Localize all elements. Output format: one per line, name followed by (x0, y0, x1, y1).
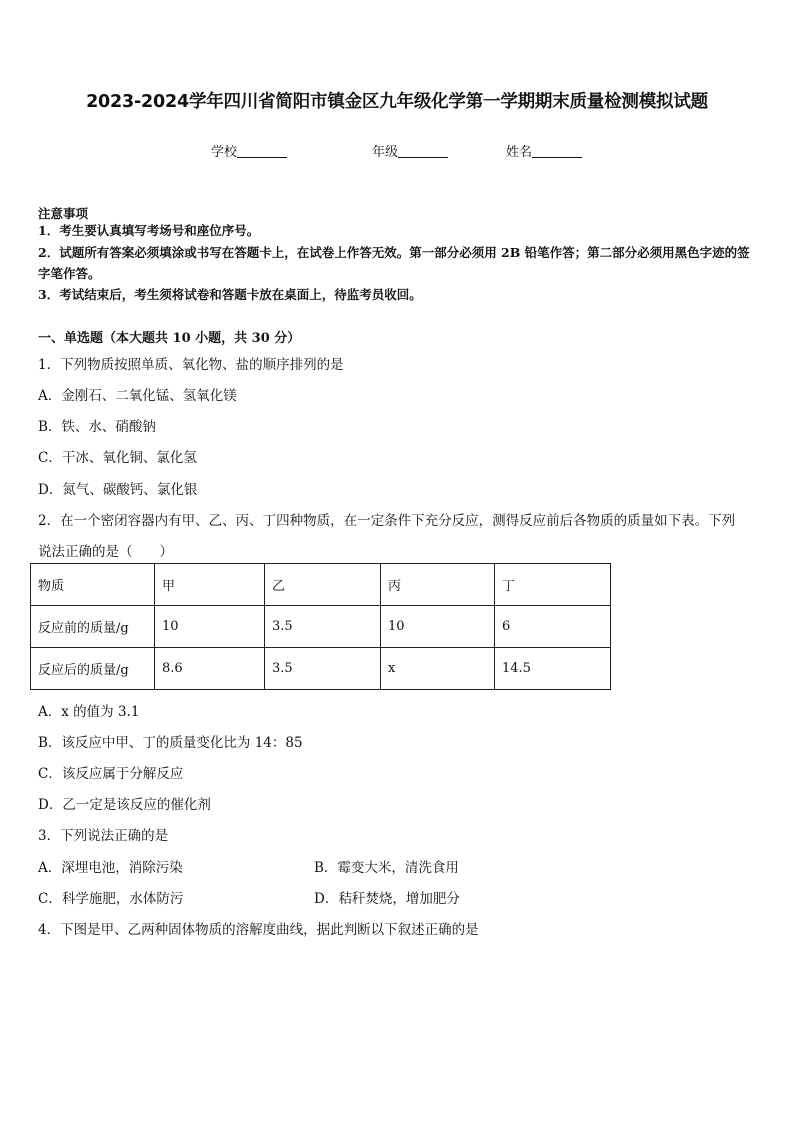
grade-label: 年级 (372, 145, 399, 160)
notice-title: 注意事项 (38, 206, 89, 221)
notice-item: 1．考生要认真填写考场号和座位序号。 (38, 223, 260, 238)
table-cell: 3.5 (265, 606, 381, 648)
table-header-row (31, 564, 611, 606)
table-header-cell: 丁 (495, 564, 611, 606)
section-heading: 一、单选题（本大题共 10 小题，共 30 分） (38, 331, 301, 346)
table-header-cell: 丙 (381, 564, 495, 606)
grade-field (372, 141, 448, 160)
option-b: B．该反应中甲、丁的质量变化比为 14：85 (38, 735, 303, 751)
table-cell: x (381, 648, 495, 690)
table-header-cell: 甲 (155, 564, 265, 606)
name-blank (532, 144, 582, 158)
table-cell: 反应后的质量/g (31, 648, 155, 690)
table-header-cell: 乙 (265, 564, 381, 606)
option-d: D．乙一定是该反应的催化剂 (38, 797, 211, 813)
option-b: B．霉变大米，清洗食用 (314, 860, 459, 876)
table-cell: 10 (381, 606, 495, 648)
table-header-cell: 物质 (31, 564, 155, 606)
option-c: C．科学施肥，水体防污 (38, 891, 184, 907)
option-a: A．深埋电池，消除污染 (38, 860, 183, 876)
mass-table (30, 563, 611, 690)
page-title: 2023-2024学年四川省简阳市镇金区九年级化学第一学期期末质量检测模拟试题 (86, 92, 708, 112)
option-c: C．干冰、氧化铜、氯化氢 (38, 450, 197, 466)
table-cell: 6 (495, 606, 611, 648)
notice-item: 2．试题所有答案必须填涂或书写在答题卡上，在试卷上作答无效。第一部分必须用 2B 铅笔作答；第二部分必须用黑色字迹的签字笔作答。 (38, 245, 750, 281)
option-c: C．该反应属于分解反应 (38, 766, 184, 782)
school-label: 学校 (211, 145, 238, 160)
grade-blank (398, 144, 448, 158)
name-label: 姓名 (506, 145, 533, 160)
table-cell: 3.5 (265, 648, 381, 690)
option-d: D．氮气、碳酸钙、氯化银 (38, 482, 198, 498)
question-3-stem: 3．下列说法正确的是 (38, 828, 169, 844)
question-2-stem: 2．在一个密闭容器内有甲、乙、丙、丁四种物质，在一定条件下充分反应，测得反应前后各物质的质量如下表。下列 (38, 513, 736, 529)
table-cell: 14.5 (495, 648, 611, 690)
name-field (506, 141, 582, 160)
option-a: A．金刚石、二氧化锰、氢氧化镁 (38, 388, 237, 404)
school-field (211, 141, 287, 160)
table-cell: 8.6 (155, 648, 265, 690)
option-b: B．铁、水、硝酸钠 (38, 419, 156, 435)
table-cell: 反应前的质量/g (31, 606, 155, 648)
notice-item: 3．考试结束后，考生须将试卷和答题卡放在桌面上，待监考员收回。 (38, 287, 422, 302)
option-a: A．x 的值为 3.1 (38, 704, 140, 720)
school-blank (237, 144, 287, 158)
table-cell: 10 (155, 606, 265, 648)
option-d: D．秸秆焚烧，增加肥分 (314, 891, 460, 907)
question-2-stem-cont: 说法正确的是（ ） (38, 544, 173, 560)
question-1-stem: 1．下列物质按照单质、氧化物、盐的顺序排列的是 (38, 357, 344, 373)
table-row (31, 606, 611, 648)
table-row (31, 648, 611, 690)
question-4-stem: 4．下图是甲、乙两种固体物质的溶解度曲线，据此判断以下叙述正确的是 (38, 922, 479, 938)
